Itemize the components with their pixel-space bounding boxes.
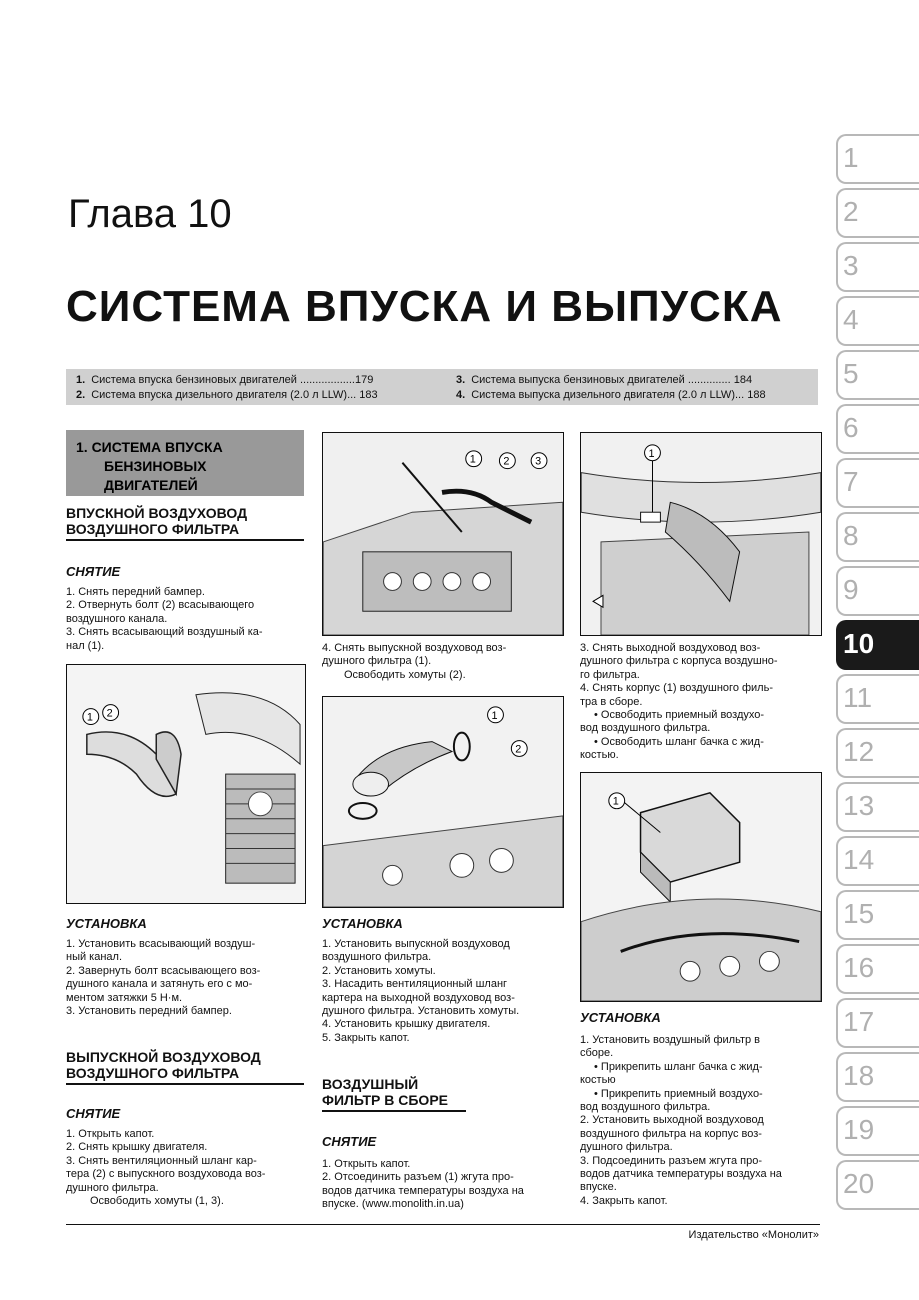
install-steps: 1. Установить всасывающий воздуш- ный канал. 2. Завернуть болт всасывающего воз- душного канала и затянуть его с мо- ментом затяжки 5 Н·м. 3. Установить передний бампер. [66,938,261,1018]
divider [66,539,304,541]
install-heading: УСТАНОВКА [322,916,403,931]
chapter-tab-5[interactable] [836,350,919,400]
figure-intake-duct [66,664,306,904]
toc-item[interactable]: 4. Система выпуска дизельного двигателя (2.0 л LLW)... 188 [456,389,766,401]
chapter-label: Глава 10 [68,192,232,236]
callout-2: 2 [503,455,510,468]
toc-item[interactable]: 2. Система впуска дизельного двигателя (2.0 л LLW)... 183 [76,389,378,401]
chapter-tab-11[interactable] [836,674,919,724]
chapter-tab-19[interactable] [836,1106,919,1156]
chapter-tab-7[interactable] [836,458,919,508]
figure-air-filter-housing [580,772,822,1002]
chapter-tab-1[interactable] [836,134,919,184]
callout-3: 3 [535,455,542,468]
chapter-tab-label: 6 [843,412,859,443]
subsection-heading: ВЫПУСКНОЙ ВОЗДУХОВОД ВОЗДУШНОГО ФИЛЬТРА [66,1049,261,1081]
chapter-tab-label: 11 [843,682,873,713]
chapter-tab-label: 14 [843,844,875,875]
subsection-heading: ВОЗДУШНЫЙ ФИЛЬТР В СБОРЕ [322,1076,448,1108]
removal-heading: СНЯТИЕ [322,1134,377,1149]
divider [322,1110,466,1112]
chapter-tab-3[interactable] [836,242,919,292]
callout-1: 1 [648,447,655,460]
removal-heading: СНЯТИЕ [66,1106,121,1121]
page-title: СИСТЕМА ВПУСКА И ВЫПУСКА [66,282,783,331]
figure-connector [580,432,822,636]
chapter-tab-9[interactable] [836,566,919,616]
chapter-tab-12[interactable] [836,728,919,778]
callout-1: 1 [86,711,93,724]
chapter-tab-label: 12 [843,736,875,767]
table-of-contents [66,369,818,405]
chapter-tab-label: 17 [843,1006,875,1037]
chapter-tab-18[interactable] [836,1052,919,1102]
chapter-tab-label: 19 [843,1114,875,1145]
chapter-tab-6[interactable] [836,404,919,454]
toc-item[interactable]: 1. Система впуска бензиновых двигателей ..................179 [76,374,374,386]
removal-heading: СНЯТИЕ [66,564,121,579]
callout-2: 2 [106,707,113,720]
chapter-tab-15[interactable] [836,890,919,940]
figure-outlet-duct-engine [322,432,564,636]
chapter-tab-label: 7 [843,466,859,497]
removal-steps: 1. Снять передний бампер. 2. Отвернуть болт (2) всасывающего воздушного канала. 3. Снять всасывающий воздушный ка- нал (1). [66,586,263,652]
chapter-tab-10[interactable] [836,620,919,670]
chapter-tab-13[interactable] [836,782,919,832]
toc-item[interactable]: 3. Система выпуска бензиновых двигателей .............. 184 [456,374,753,386]
chapter-tab-label: 5 [843,358,859,389]
removal-steps: 1. Открыть капот. 2. Снять крышку двигателя. 3. Снять вентиляционный шланг кар- тера (2) с выпускного воздуховода воз- душного фильтра. Освободить хомуты (1, 3). [66,1128,266,1208]
chapter-tab-label: 18 [843,1060,875,1091]
figure-outlet-duct-clamps [322,696,564,908]
chapter-tab-label: 4 [843,304,859,335]
chapter-tab-label: 8 [843,520,859,551]
chapter-tab-label: 3 [843,250,859,281]
chapter-tab-label: 13 [843,790,875,821]
chapter-tab-20[interactable] [836,1160,919,1210]
subsection-heading: ВПУСКНОЙ ВОЗДУХОВОД ВОЗДУШНОГО ФИЛЬТРА [66,505,248,537]
chapter-tab-label: 20 [843,1168,875,1199]
chapter-tab-label: 9 [843,574,859,605]
chapter-tab-label: 1 [843,142,859,173]
chapter-tab-14[interactable] [836,836,919,886]
callout-1: 1 [469,453,476,466]
chapter-tab-label: 15 [843,898,875,929]
divider [66,1083,304,1085]
chapter-tab-8[interactable] [836,512,919,562]
chapter-tab-label: 16 [843,952,875,983]
chapter-tab-label: 10 [843,628,875,659]
section-header: 1. СИСТЕМА ВПУСКА БЕНЗИНОВЫХ ДВИГАТЕЛЕЙ [66,430,304,496]
chapter-tab-4[interactable] [836,296,919,346]
figure-caption: 4. Снять выпускной воздуховод воз- душного фильтра (1). Освободить хомуты (2). [322,642,507,681]
chapter-tab-16[interactable] [836,944,919,994]
chapter-tab-17[interactable] [836,998,919,1048]
figure-caption: 3. Снять выходной воздуховод воз- душного фильтра с корпуса воздушно- го фильтра. 4. Снять корпус (1) воздушного филь- тра в сборе. • Освободить приемный воздухо- вод воздушного фильтра. • Освободить шланг бачка с жид- костью. [580,642,778,762]
footer-divider [66,1224,820,1225]
install-steps: 1. Установить воздушный фильтр в сборе. • Прикрепить шланг бачка с жид- костью • Прикрепить приемный воздухо- вод воздушного фильтра. 2. Установить выходной воздуховод воздушного фильтра на корпус воз- душного фильтра. 3. Подсоединить разъем жгута про- водов датчика температуры воздуха на впуске. 4. Закрыть капот. [580,1034,782,1207]
callout-1: 1 [612,795,619,808]
publisher-footer: Издательство «Монолит» [688,1229,819,1241]
chapter-tab-label: 2 [843,196,859,227]
chapter-tab-2[interactable] [836,188,919,238]
callout-2: 2 [515,743,522,756]
install-heading: УСТАНОВКА [66,916,147,931]
removal-steps: 1. Открыть капот. 2. Отсоединить разъем (1) жгута про- водов датчика температуры воздуха на впуске. (www.monolith.in.ua) [322,1158,524,1211]
install-heading: УСТАНОВКА [580,1010,661,1025]
callout-1: 1 [491,709,498,722]
install-steps: 1. Установить выпускной воздуховод воздушного фильтра. 2. Установить хомуты. 3. Насадить вентиляционный шланг картера на выходной воздуховод воз- душного фильтра. Установить хомуты. 4. Установить крышку двигателя. 5. Закрыть капот. [322,938,520,1044]
